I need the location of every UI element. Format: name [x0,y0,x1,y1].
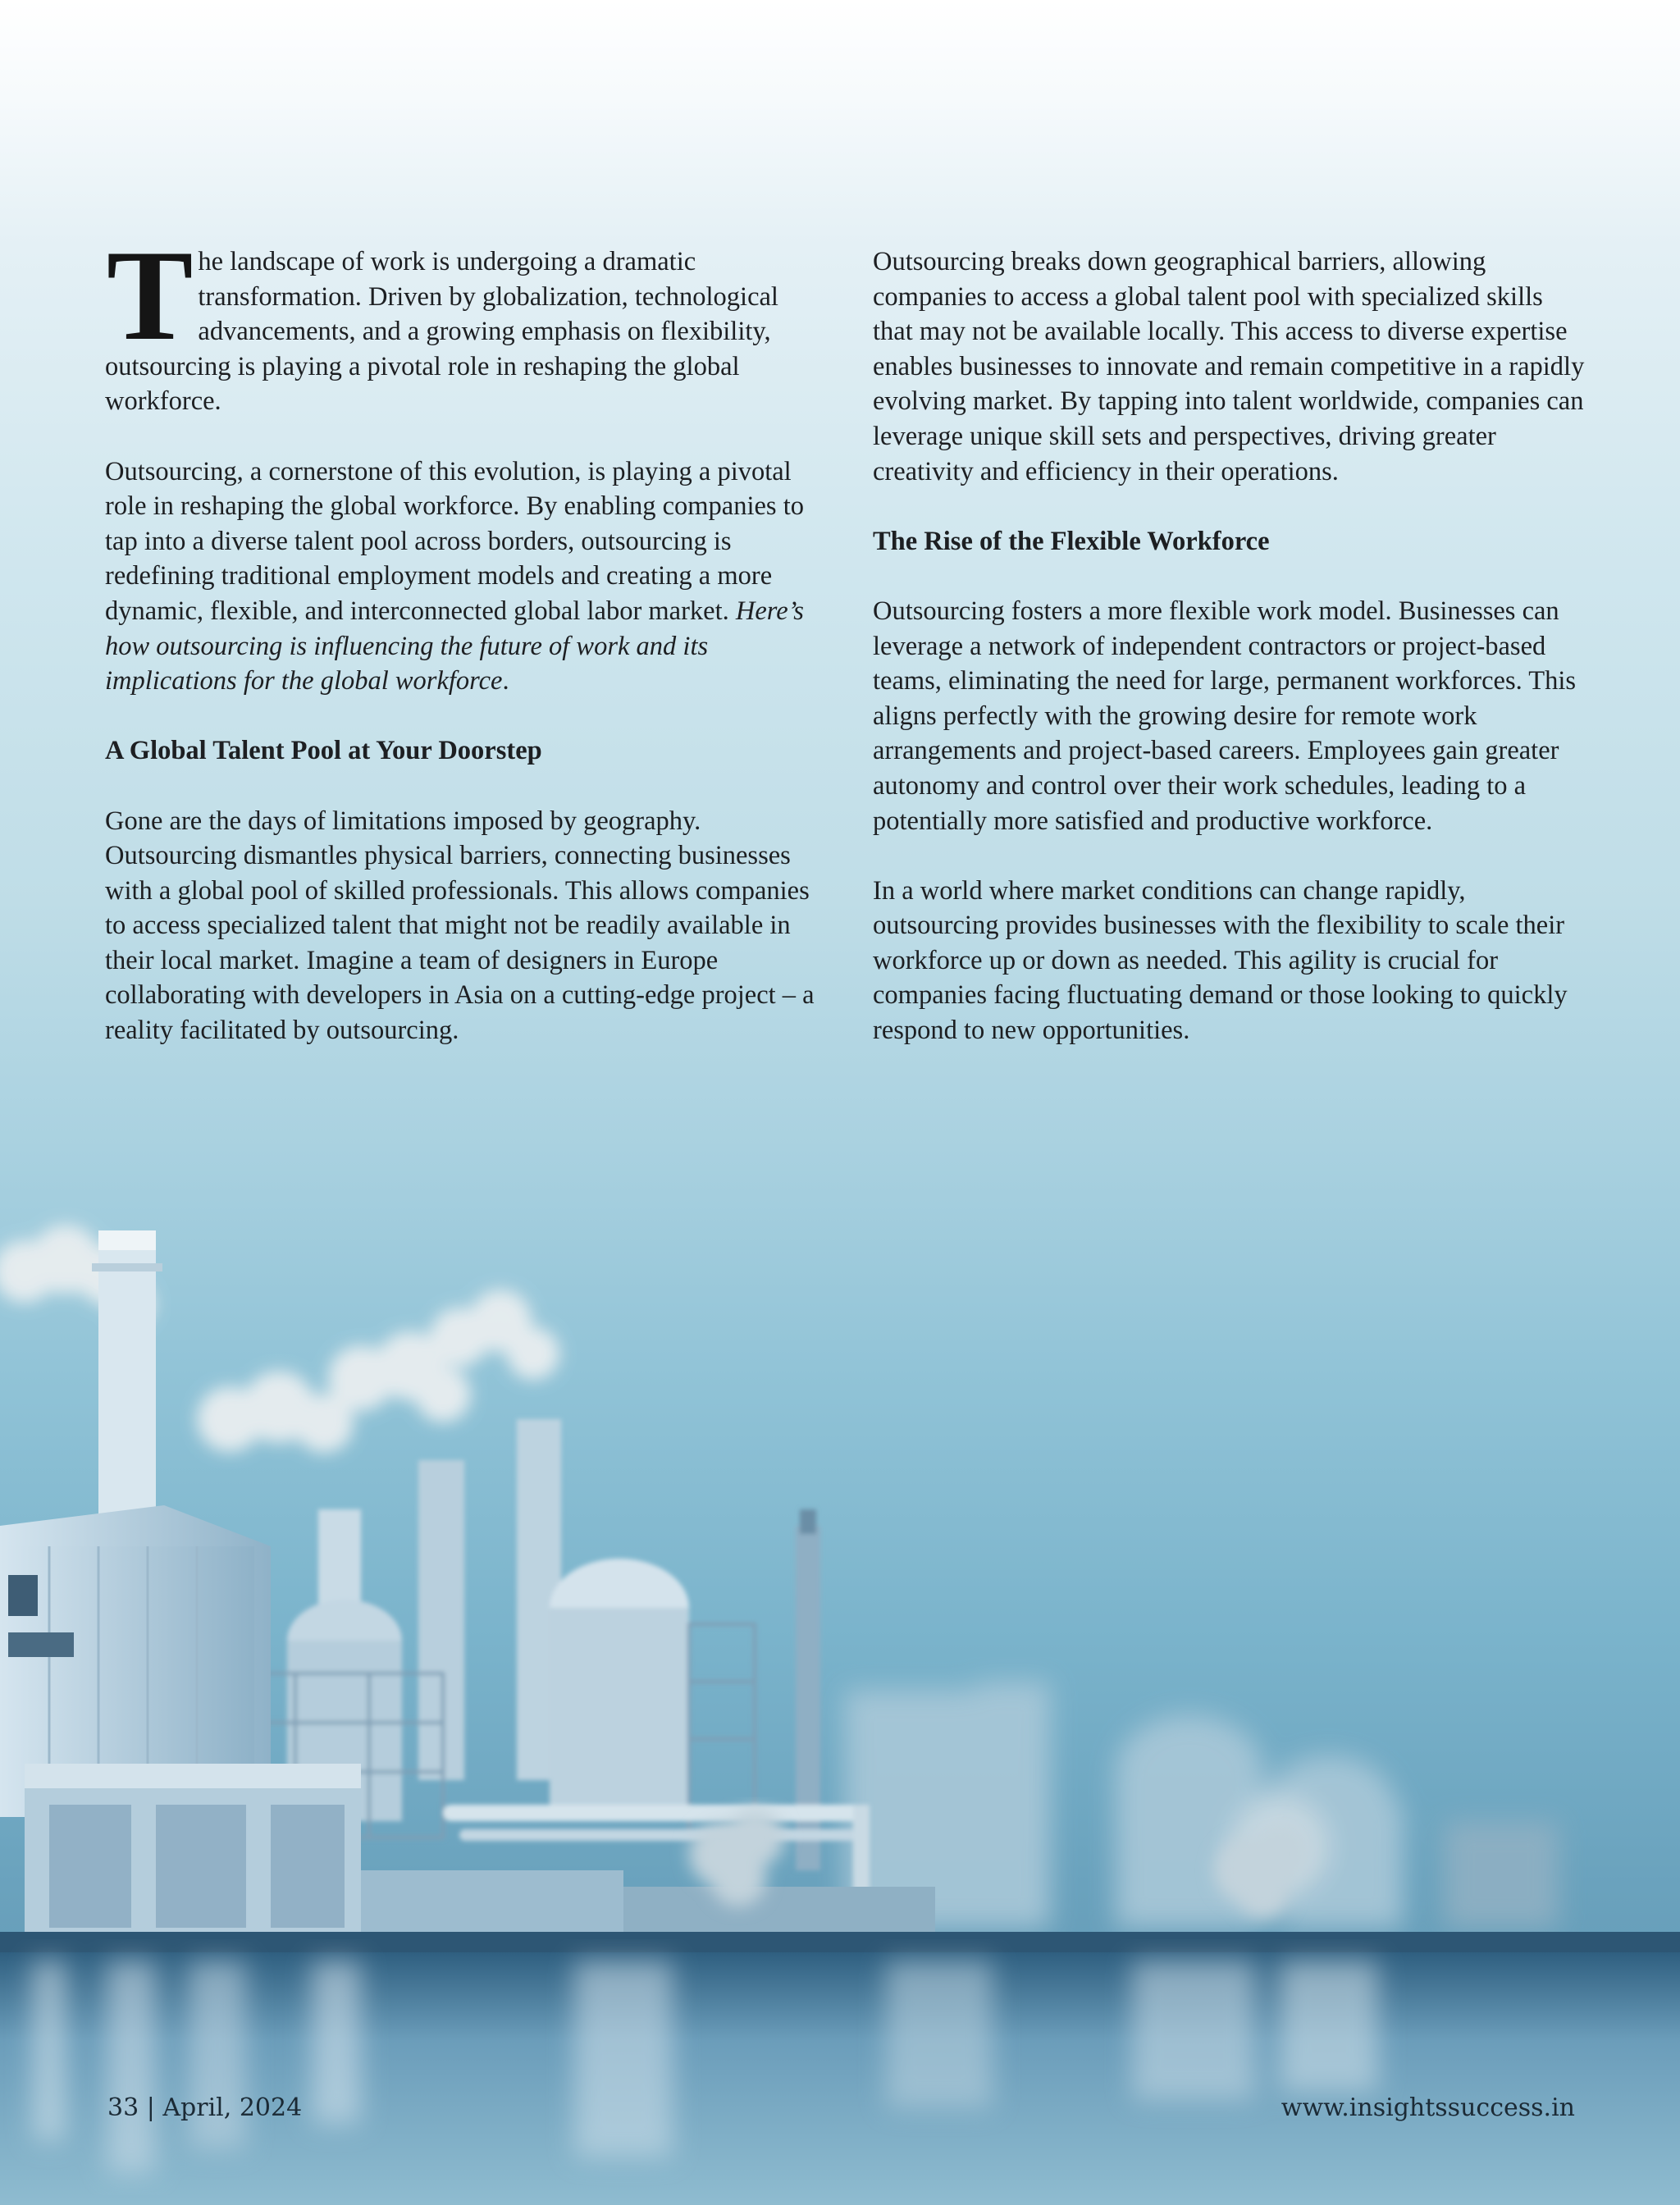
paragraph-2 [105,454,819,699]
factory-illustration [0,1148,1680,2205]
paragraph-6: In a world where market conditions can change rapidly, outsourcing provides businesses with the flexibility to scale their workforce up or down as needed. This agility is crucial for companies facing fluctuating demand or those looking to quickly respond to new opportunities. [873,875,1568,1046]
paragraph-2-end: . [502,666,509,696]
drop-cap: T [107,224,194,368]
paragraph-2-italic: Here’s how outsourcing is influencing the future of work and its implications for the global workforce [105,596,804,696]
page-number-date: 33 | April, 2024 [107,2093,303,2122]
right-column [873,244,1586,1083]
paragraph-4: Outsourcing breaks down geographical barriers, allowing companies to access a global talent pool with specialized skills that may not be available locally. This access to diverse expertise enables businesses to innovate and remain competitive in a rapidly evolving market. By tapping into talent worldwide, companies can leverage unique skill sets and perspectives, driving greater creativity and efficiency in their operations. [873,247,1585,486]
section-heading-flexible-workforce: The Rise of the Flexible Workforce [873,526,1270,556]
intro-paragraph [105,224,819,419]
left-column [105,224,819,1083]
section-heading-global-talent: A Global Talent Pool at Your Doorstep [105,736,542,766]
paragraph-5: Outsourcing fosters a more flexible work model. Businesses can leverage a network of independent contractors or project-based teams, eliminating the need for large, permanent workforces. This aligns perfectly with the growing desire for remote work arrangements and project-based careers. Employees gain greater autonomy and control over their work schedules, leading to a potentially more satisfied and productive workforce. [873,596,1577,836]
intro-text: he landscape of work is undergoing a dramatic transformation. Driven by globalization, technological advancements, and a growing emphasis on flexibility, outsourcing is playing a pivotal role in reshaping the global workforce. [105,247,778,417]
paragraph-3: Gone are the days of limitations imposed by geography. Outsourcing dismantles physical barriers, connecting businesses with a global pool of skilled professionals. This allows companies to access specialized talent that might not be readily available in their local market. Imagine a team of designers in Europe collaborating with developers in Asia on a cutting-edge project – a reality facilitated by outsourcing. [105,806,815,1046]
paragraph-2-text: Outsourcing, a cornerstone of this evolution, is playing a pivotal role in reshaping the global workforce. By enabling companies to tap into a diverse talent pool across borders, outsourcing is redefining traditional employment models and creating a more dynamic, flexible, and interconnected global labor market. [105,456,804,626]
website-url: www.insightssuccess.in [1281,2093,1575,2122]
